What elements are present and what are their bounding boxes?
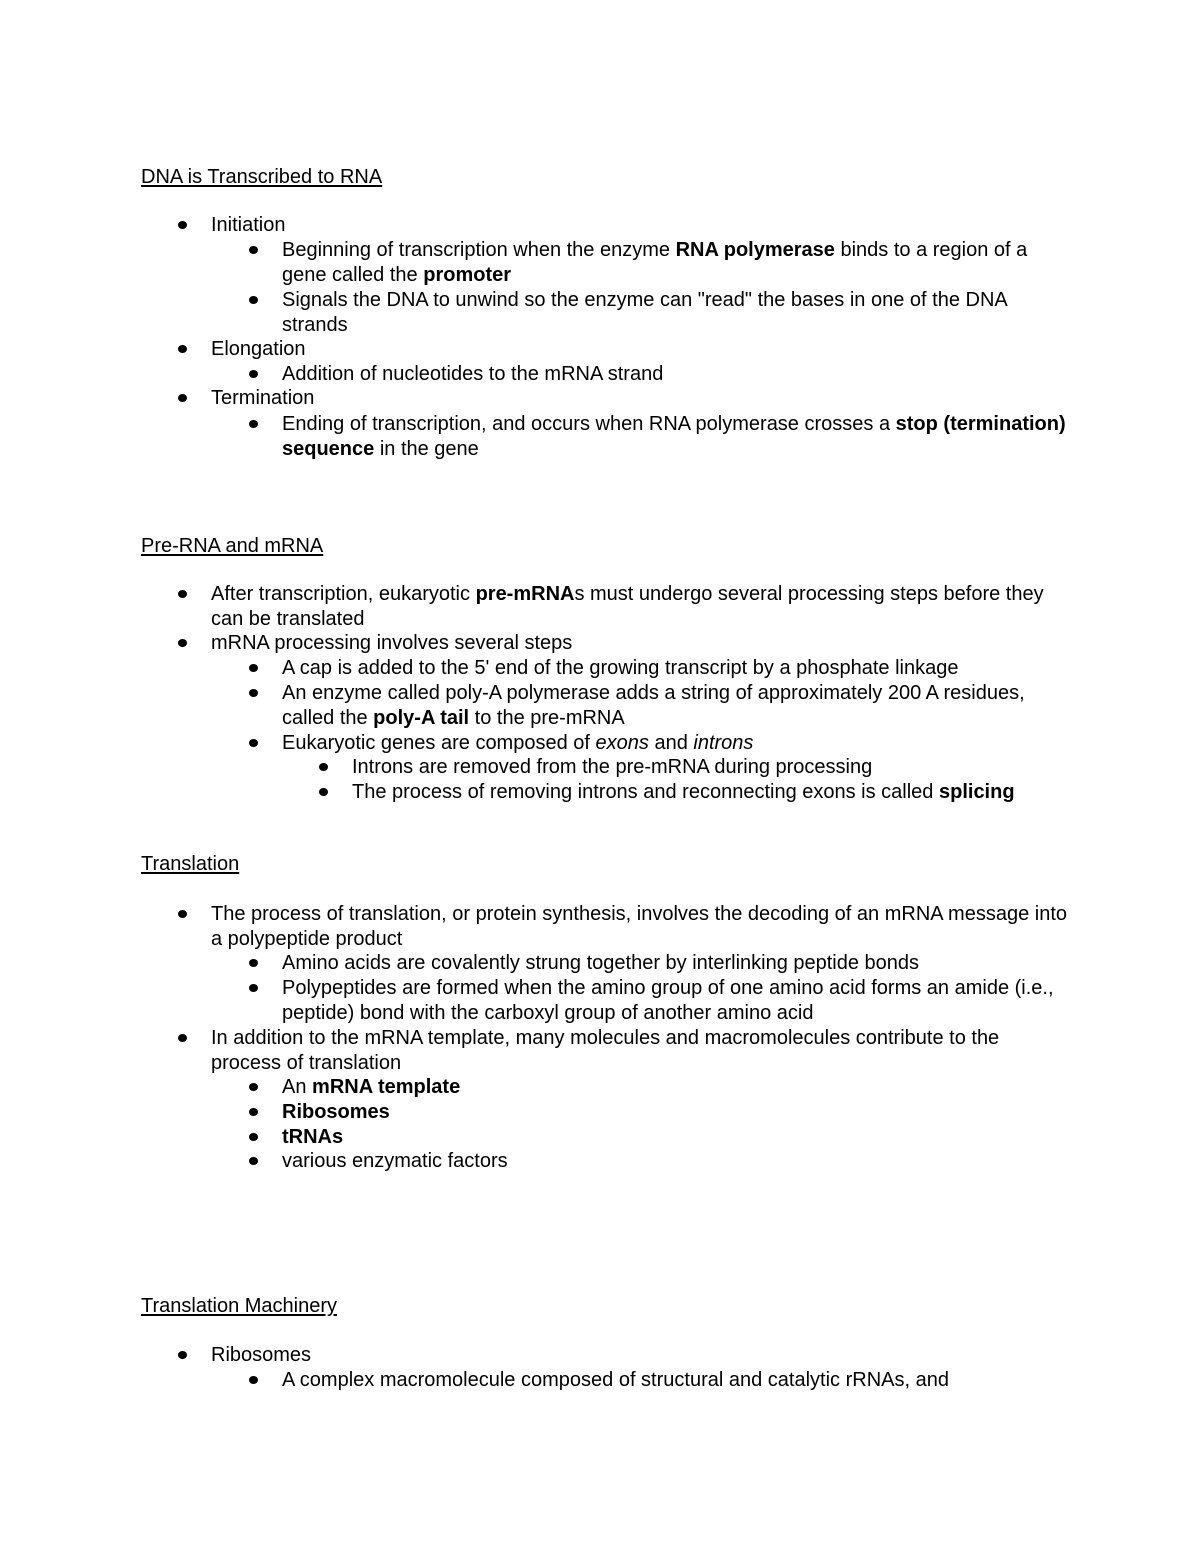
list-item: Introns are removed from the pre-mRNA during processing — [352, 755, 1072, 780]
list-item: Amino acids are covalently strung together by interlinking peptide bonds — [282, 951, 1072, 976]
list-item: Initiation — [211, 213, 1071, 238]
list-item: mRNA processing involves several steps — [211, 631, 1071, 656]
section-heading-translation-machinery: Translation Machinery — [141, 1295, 338, 1317]
list-item: Ending of transcription, and occurs when RNA polymerase crosses a stop (termination) sequence in the gene — [282, 412, 1072, 462]
list-item: In addition to the mRNA template, many molecules and macromolecules contribute to the process of translation — [211, 1026, 1071, 1076]
list-item: The process of translation, or protein synthesis, involves the decoding of an mRNA message into a polypeptide product — [211, 902, 1071, 952]
list-item: The process of removing introns and reconnecting exons is called splicing — [352, 780, 1072, 805]
list-item: Ribosomes — [211, 1343, 1071, 1368]
section-heading-pre-rna: Pre-RNA and mRNA — [141, 535, 324, 557]
list-item: Signals the DNA to unwind so the enzyme can "read" the bases in one of the DNA strands — [282, 288, 1072, 338]
list-item: Elongation — [211, 337, 1071, 362]
list-item: tRNAs — [282, 1125, 1072, 1150]
list-item: Termination — [211, 386, 1071, 411]
list-item: A cap is added to the 5' end of the growing transcript by a phosphate linkage — [282, 656, 1072, 681]
section-heading-transcription: DNA is Transcribed to RNA — [141, 166, 383, 188]
list-item: Addition of nucleotides to the mRNA strand — [282, 362, 1072, 387]
list-item: various enzymatic factors — [282, 1149, 1072, 1174]
list-item: An enzyme called poly-A polymerase adds a string of approximately 200 A residues, called the poly-A tail to the pre-mRNA — [282, 681, 1072, 731]
list-item: Polypeptides are formed when the amino group of one amino acid forms an amide (i.e., peptide) bond with the carboxyl group of another amino acid — [282, 976, 1072, 1026]
section-heading-translation: Translation — [141, 853, 240, 875]
list-item: Beginning of transcription when the enzyme RNA polymerase binds to a region of a gene called the promoter — [282, 238, 1072, 288]
list-item: Ribosomes — [282, 1100, 1072, 1125]
list-item: A complex macromolecule composed of structural and catalytic rRNAs, and — [282, 1368, 1072, 1393]
list-item: After transcription, eukaryotic pre-mRNAs must undergo several processing steps before they can be translated — [211, 582, 1071, 632]
list-item: An mRNA template — [282, 1075, 1072, 1100]
list-item: Eukaryotic genes are composed of exons and introns — [282, 731, 1072, 756]
